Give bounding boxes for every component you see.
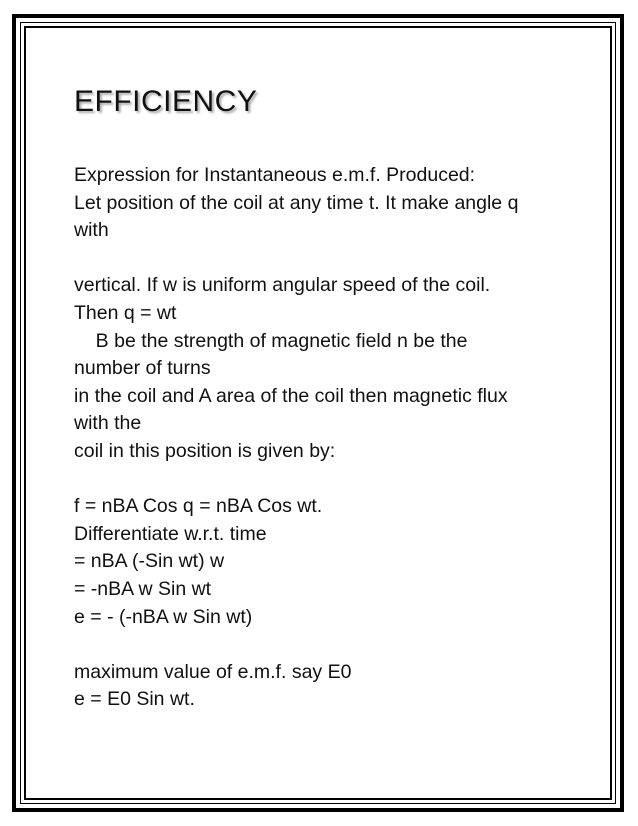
equation-line: e = - (-nBA w Sin wt) (74, 605, 253, 628)
page-title: EFFICIENCY (74, 85, 258, 118)
page-content (74, 82, 574, 714)
text-line: Then q = wt (74, 301, 177, 324)
text-line: Let position of the coil at any time t. It make angle q (74, 191, 519, 214)
blank-line (74, 245, 574, 273)
text-line: Expression for Instantaneous e.m.f. Produced: (74, 164, 476, 186)
text-line: with (74, 219, 109, 242)
equation-line: e = E0 Sin wt. (74, 688, 195, 711)
text-line: B be the strength of magnetic field n be the (74, 329, 468, 352)
text-line: with the (74, 412, 142, 435)
text-line: number of turns (74, 357, 211, 380)
equation-line: = -nBA w Sin wt (74, 577, 212, 600)
text-line: vertical. If w is uniform angular speed of the coil. (74, 274, 491, 297)
equation-line: = nBA (-Sin wt) w (74, 550, 225, 573)
text-line: maximum value of e.m.f. say E0 (74, 660, 352, 683)
text-line: in the coil and A area of the coil then magnetic flux (74, 384, 508, 407)
body-text (74, 162, 574, 714)
text-line: coil in this position is given by: (74, 439, 336, 462)
blank-line (74, 466, 574, 494)
blank-line (74, 631, 574, 659)
equation-line: f = nBA Cos q = nBA Cos wt. (74, 495, 323, 518)
equation-line: Differentiate w.r.t. time (74, 522, 267, 545)
